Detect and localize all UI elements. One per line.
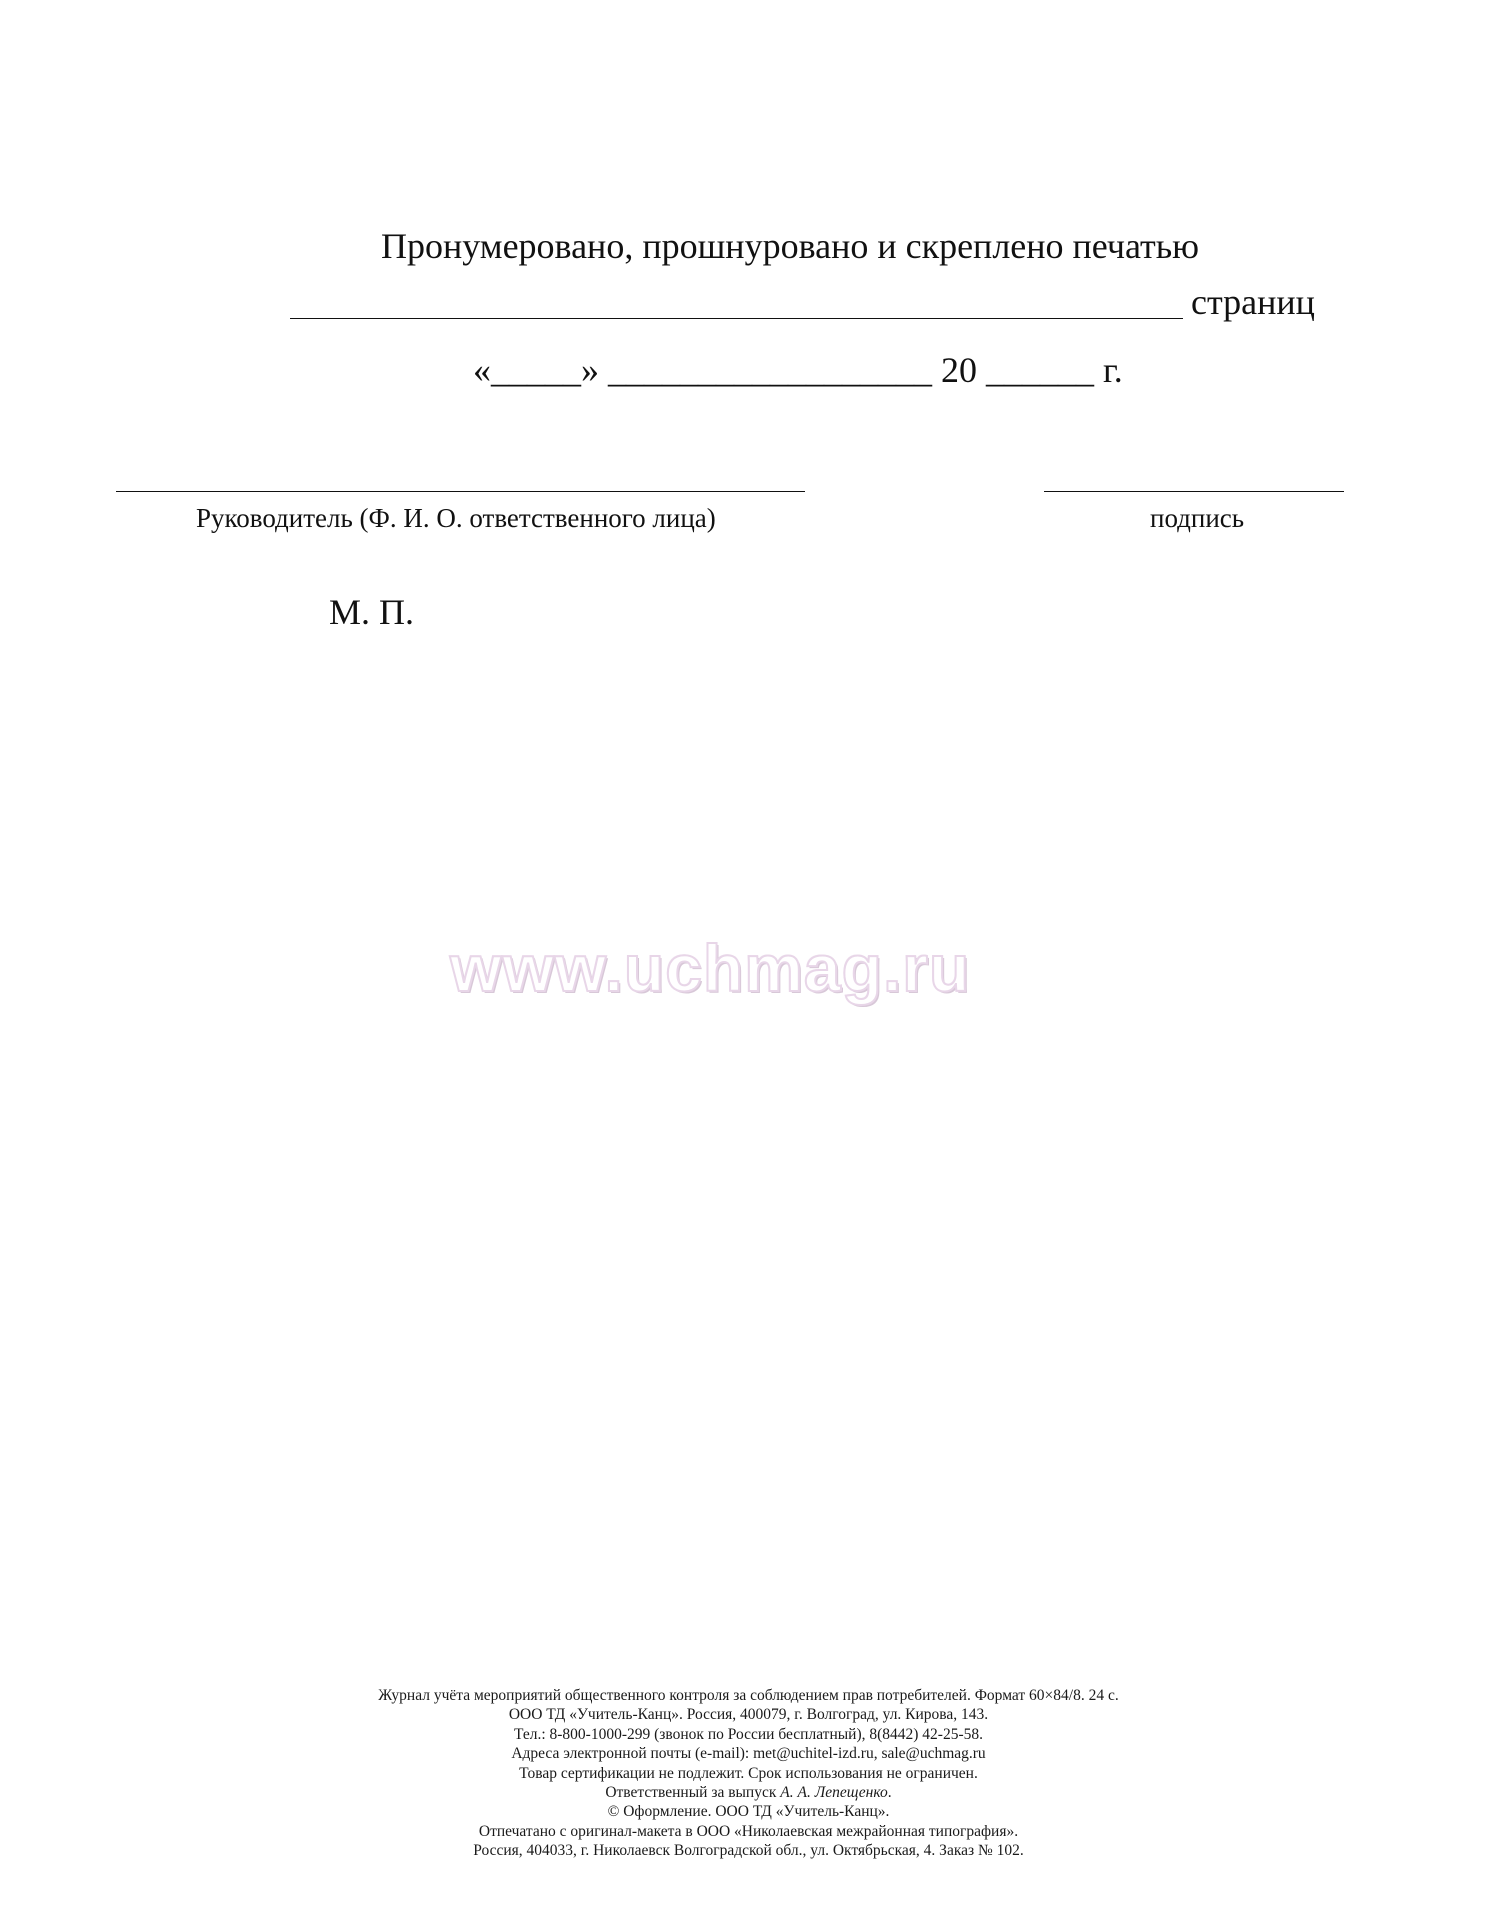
date-open-quote: « <box>473 350 491 390</box>
name-caption: Руководитель (Ф. И. О. ответственного лица) <box>196 503 716 533</box>
imprint-line <box>0 1783 1497 1802</box>
date-year-prefix: 20 <box>941 350 977 390</box>
responsible-label: Ответственный за выпуск <box>605 1784 777 1802</box>
imprint-line: Отпечатано с оригинал-макета в ООО «Николаевская межрайонная типография». <box>478 1822 1019 1840</box>
imprint-block <box>0 1686 1497 1861</box>
date-line <box>473 352 1123 388</box>
period: . <box>887 1784 892 1802</box>
date-month-blank: __________________ <box>608 350 932 390</box>
watermark-url: www.uchmag.ru <box>450 931 971 1005</box>
date-day-blank: _____ <box>491 350 581 390</box>
pages-label: страниц <box>1191 282 1315 322</box>
stamp-place-label: М. П. <box>329 592 415 632</box>
date-year-blank: ______ <box>986 350 1094 390</box>
date-close-quote: » <box>581 350 599 390</box>
imprint-line: Тел.: 8-800-1000-299 (звонок по России бесплатный), 8(8442) 42-25-58. <box>513 1725 984 1743</box>
imprint-line: © Оформление. ООО ТД «Учитель-Канц». <box>607 1803 890 1821</box>
signature-caption: подпись <box>1150 503 1245 533</box>
imprint-line: Журнал учёта мероприятий общественного контроля за соблюдением прав потребителей. Формат 60×84/8. 24 с. <box>378 1687 1119 1704</box>
date-year-suffix: г. <box>1103 350 1123 390</box>
imprint-line: Россия, 404033, г. Николаевск Волгоградской обл., ул. Октябрьская, 4. Заказ № 102. <box>473 1842 1024 1860</box>
name-blank <box>116 491 805 492</box>
signature-blank <box>1044 491 1344 492</box>
imprint-line: ООО ТД «Учитель-Канц». Россия, 400079, г. Волгоград, ул. Кирова, 143. <box>508 1706 989 1724</box>
responsible-name: А. А. Лепещенко <box>780 1784 888 1802</box>
pages-count-blank <box>290 318 1183 319</box>
imprint-line: Адреса электронной почты (e-mail): met@uchitel-izd.ru, sale@uchmag.ru <box>511 1745 986 1763</box>
heading-line-1: Пронумеровано, прошнуровано и скреплено печатью <box>381 226 1200 266</box>
imprint-line: Товар сертификации не подлежит. Срок использования не ограничен. <box>519 1764 978 1782</box>
